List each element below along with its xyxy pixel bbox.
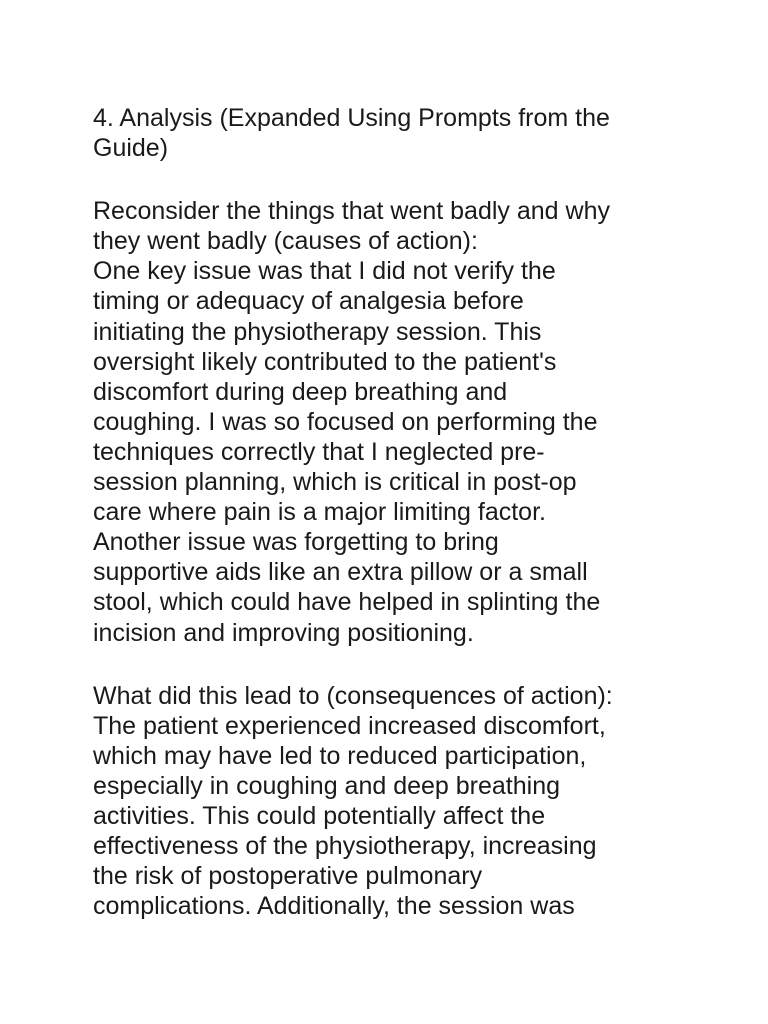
document-page [93, 103, 678, 921]
paragraph-gap [93, 648, 678, 681]
consequences-prompt: What did this lead to (consequences of action): [93, 681, 613, 710]
causes-prompt: Reconsider the things that went badly and why they went badly (causes of action): [93, 197, 610, 256]
paragraph-gap [93, 163, 678, 196]
section-heading: 4. Analysis (Expanded Using Prompts from the Guide) [93, 104, 610, 163]
causes-body: One key issue was that I did not verify the timing or adequacy of analgesia before initiating the physiotherapy session. This oversight likely contributed to the patient's discomfort during deep breathing and coughing. I was so focused on performing the techniques correctly that I neglected pre- session planning, which is critical in post-op care where pain is a major limiting factor. Another issue was forgetting to bring supportive aids like an extra pillow or a small stool, which could have helped in splinting the incision and improving positioning. [93, 257, 601, 647]
consequences-body: The patient experienced increased discomfort, which may have led to reduced participation, especially in coughing and deep breathing activities. This could potentially affect the effectiveness of the physiotherapy, increasing the risk of postoperative pulmonary complications. Additionally, the session was [93, 711, 606, 921]
